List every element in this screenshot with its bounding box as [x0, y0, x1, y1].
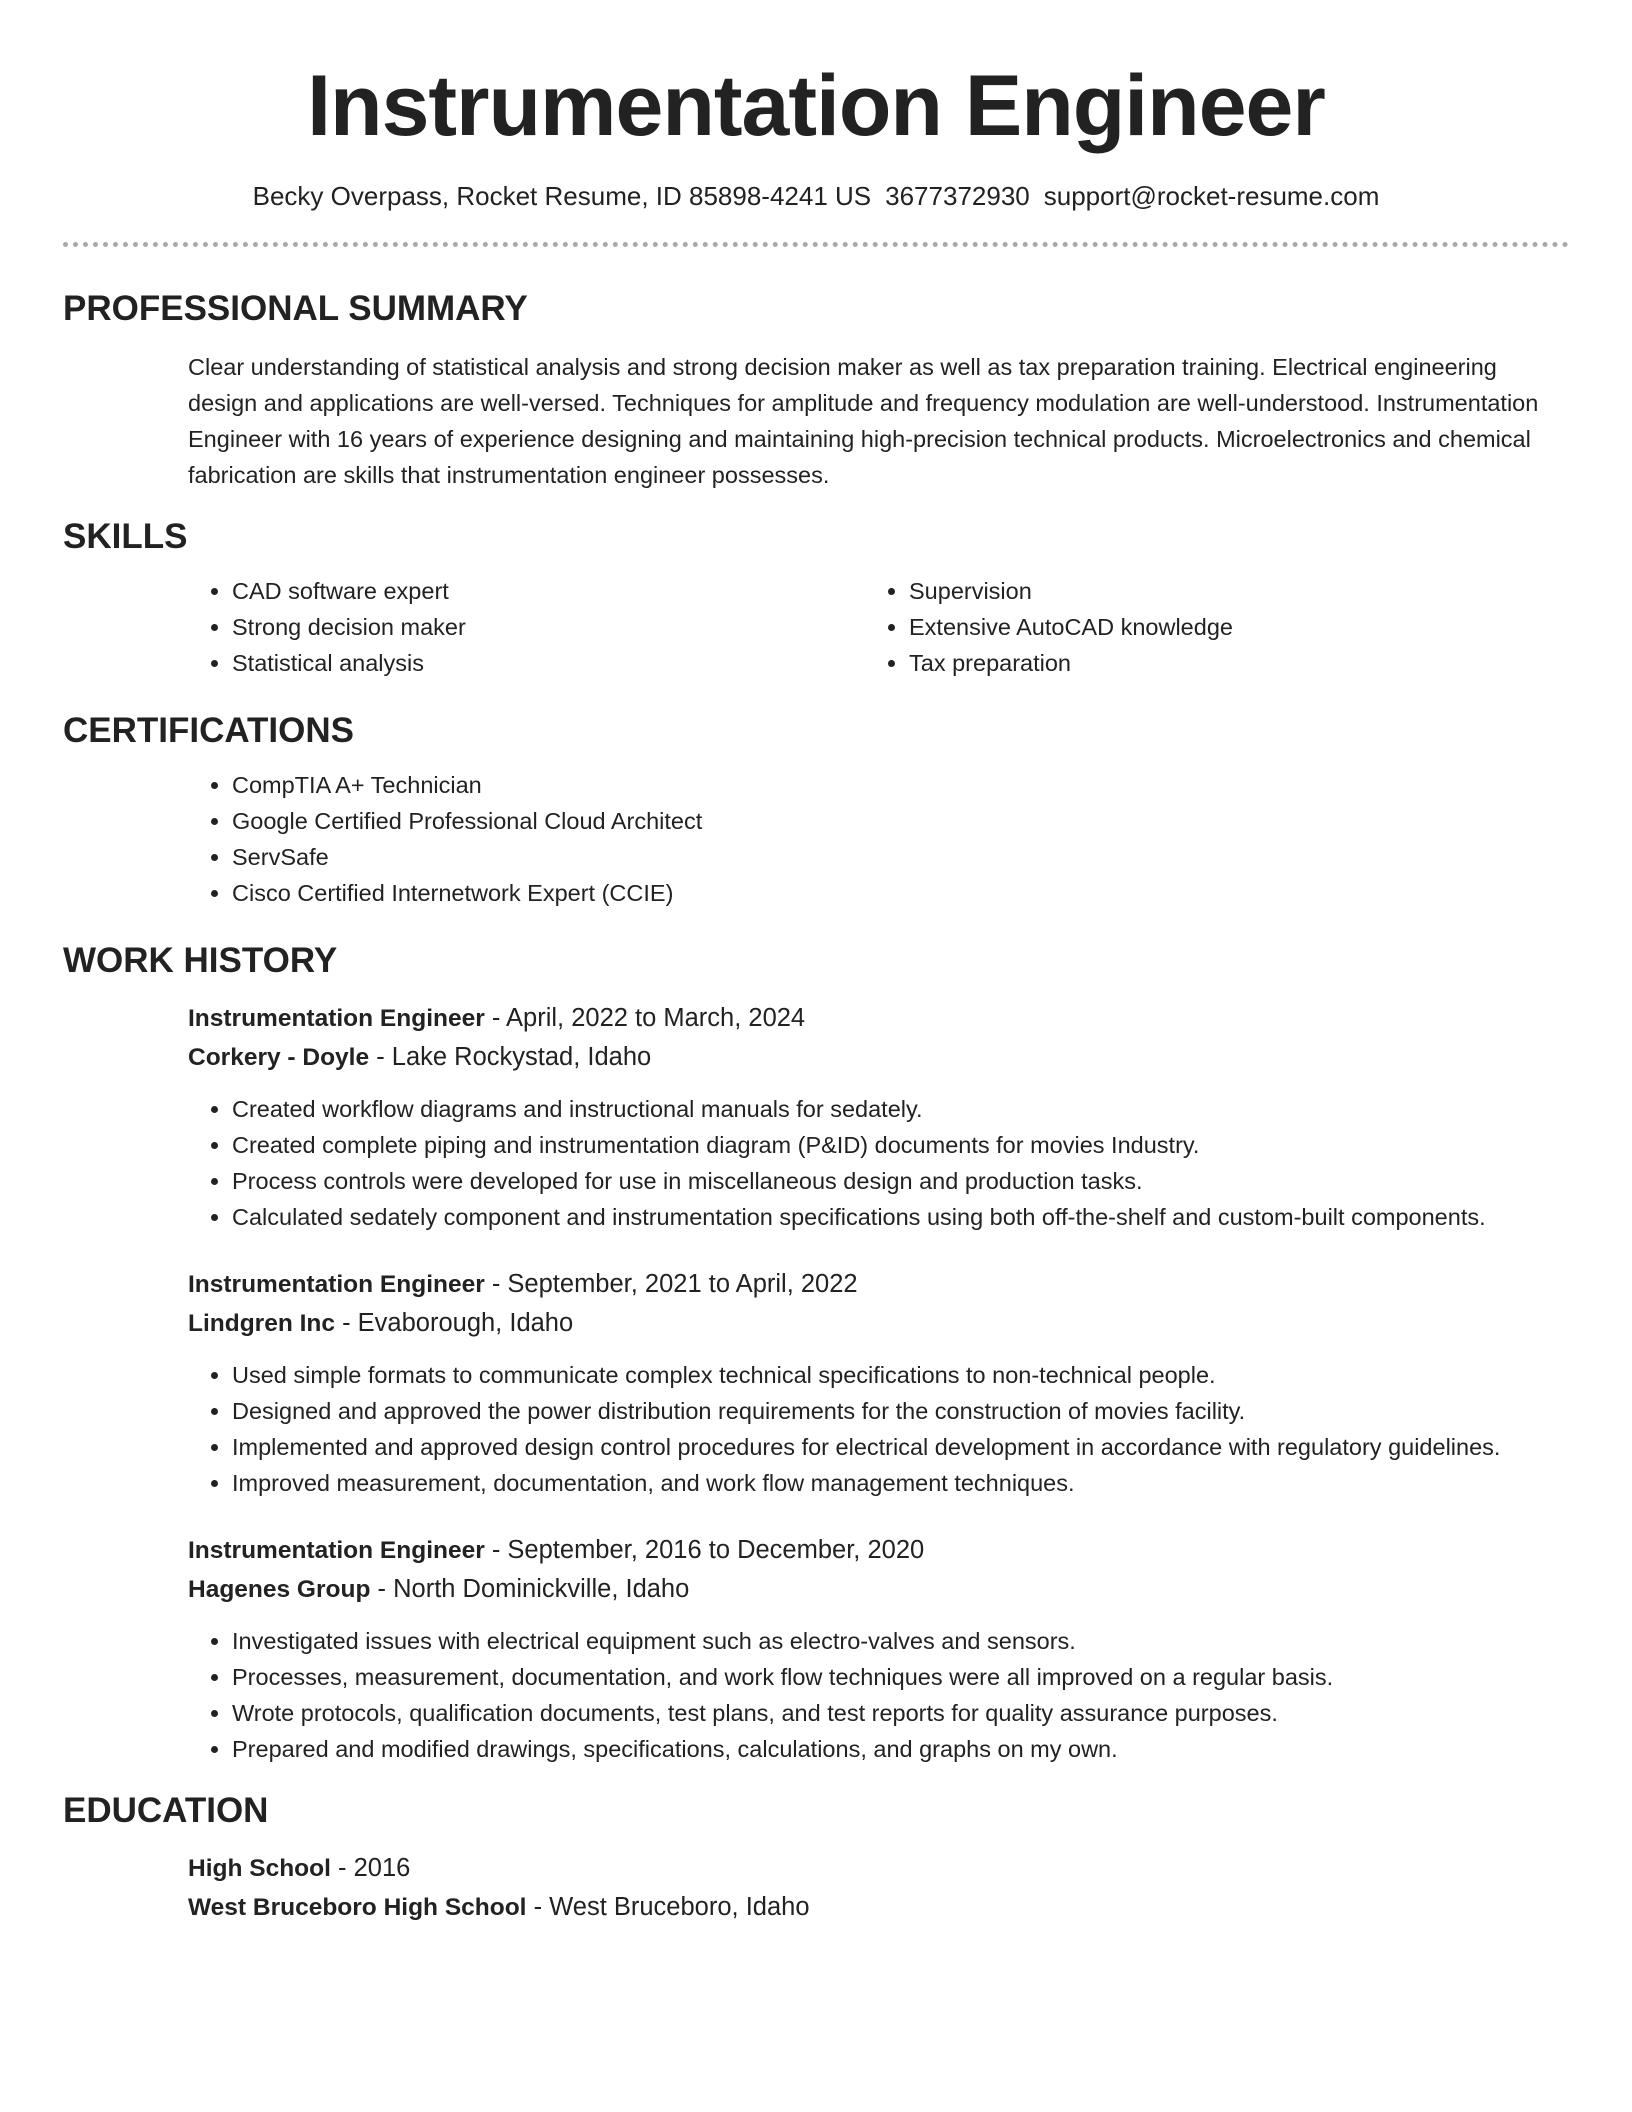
education-year: - 2016 — [330, 1854, 411, 1882]
skill-item: • Tax preparation — [909, 645, 1542, 681]
section-title-work-history: WORK HISTORY — [63, 941, 338, 980]
certifications-list — [188, 767, 1569, 911]
skills-list — [188, 573, 1569, 681]
contact-email[interactable]: support@rocket-resume.com — [1043, 181, 1380, 211]
job-bullet: • Improved measurement, documentation, and work flow management techniques. — [232, 1465, 1592, 1501]
job-bullet: • Created workflow diagrams and instructional manuals for sedately. — [232, 1091, 1592, 1127]
education-location: - West Bruceboro, Idaho — [526, 1893, 810, 1921]
job-company: Lindgren Inc — [188, 1310, 335, 1337]
skill-item: • Extensive AutoCAD knowledge — [909, 609, 1542, 645]
contact-line — [63, 180, 1569, 212]
certification-item: • CompTIA A+ Technician — [232, 767, 1569, 803]
education-entry — [188, 1849, 1569, 1927]
job-company-line — [188, 1304, 1569, 1343]
job-location: - Lake Rockystad, Idaho — [369, 1043, 652, 1071]
job-company: Hagenes Group — [188, 1576, 371, 1603]
certification-item: • Cisco Certified Internetwork Expert (CCIE) — [232, 875, 1569, 911]
resume-title: Instrumentation Engineer — [307, 58, 1325, 154]
job-role-line — [188, 999, 1569, 1038]
skills-column-left — [188, 573, 865, 681]
job-dates: - September, 2021 to April, 2022 — [484, 1270, 858, 1298]
job-dates: - April, 2022 to March, 2024 — [484, 1004, 806, 1032]
job-role-line — [188, 1531, 1569, 1570]
contact-address: Becky Overpass, Rocket Resume, ID 85898-4241 US — [252, 181, 872, 211]
job-dates: - September, 2016 to December, 2020 — [484, 1536, 925, 1564]
job-bullet: • Investigated issues with electrical equipment such as electro-valves and sensors. — [232, 1623, 1592, 1659]
job-bullets — [188, 1091, 1592, 1235]
job-entry — [188, 1265, 1569, 1501]
job-bullet: • Created complete piping and instrumentation diagram (P&ID) documents for movies Industry. — [232, 1127, 1592, 1163]
job-location: - North Dominickville, Idaho — [370, 1575, 690, 1603]
education-school-line — [188, 1888, 1569, 1927]
section-title-education: EDUCATION — [63, 1791, 269, 1830]
section-title-summary: PROFESSIONAL SUMMARY — [63, 289, 528, 328]
job-bullets — [188, 1623, 1592, 1767]
certification-item: • ServSafe — [232, 839, 1569, 875]
job-bullet: • Processes, measurement, documentation, and work flow techniques were all improved on a regular basis. — [232, 1659, 1592, 1695]
skill-item: • Strong decision maker — [232, 609, 865, 645]
job-bullet: • Implemented and approved design control procedures for electrical development in accordance with regulatory guidelines. — [232, 1429, 1592, 1465]
job-role: Instrumentation Engineer — [188, 1005, 485, 1032]
skills-column-right — [865, 573, 1542, 681]
job-company: Corkery - Doyle — [188, 1044, 370, 1071]
job-bullet: • Designed and approved the power distribution requirements for the construction of movies facility. — [232, 1393, 1592, 1429]
job-entry — [188, 1531, 1569, 1767]
job-bullet: • Used simple formats to communicate complex technical specifications to non-technical people. — [232, 1357, 1592, 1393]
section-title-certifications: CERTIFICATIONS — [63, 711, 355, 750]
contact-phone: 3677372930 — [885, 181, 1030, 211]
education-degree: High School — [188, 1855, 331, 1882]
skill-item: • CAD software expert — [232, 573, 865, 609]
job-bullet: • Wrote protocols, qualification documents, test plans, and test reports for quality assurance purposes. — [232, 1695, 1592, 1731]
job-role: Instrumentation Engineer — [188, 1537, 485, 1564]
education-degree-line — [188, 1849, 1569, 1888]
education-school: West Bruceboro High School — [188, 1894, 527, 1921]
job-bullet: • Calculated sedately component and instrumentation specifications using both off-the-shelf and custom-built components. — [232, 1199, 1592, 1235]
header-divider — [63, 242, 1569, 247]
section-title-skills: SKILLS — [63, 517, 188, 556]
skill-item: • Statistical analysis — [232, 645, 865, 681]
job-bullets — [188, 1357, 1592, 1501]
job-role-line — [188, 1265, 1569, 1304]
job-location: - Evaborough, Idaho — [335, 1309, 574, 1337]
certification-item: • Google Certified Professional Cloud Architect — [232, 803, 1569, 839]
skill-item: • Supervision — [909, 573, 1542, 609]
job-entry — [188, 999, 1569, 1235]
job-bullet: • Prepared and modified drawings, specifications, calculations, and graphs on my own. — [232, 1731, 1592, 1767]
job-company-line — [188, 1038, 1569, 1077]
job-role: Instrumentation Engineer — [188, 1271, 485, 1298]
job-company-line — [188, 1570, 1569, 1609]
job-bullet: • Process controls were developed for use in miscellaneous design and production tasks. — [232, 1163, 1592, 1199]
summary-text: Clear understanding of statistical analysis and strong decision maker as well as tax preparation training. Electrical engineering design and applications are well-versed. Techniques for amplitude and frequency modulation are well-understood. Instrumentation Engineer with 16 years of experience designing and maintaining high-precision technical products. Microelectronics and chemical fabrication are skills that instrumentation engineer possesses. — [188, 354, 1539, 488]
